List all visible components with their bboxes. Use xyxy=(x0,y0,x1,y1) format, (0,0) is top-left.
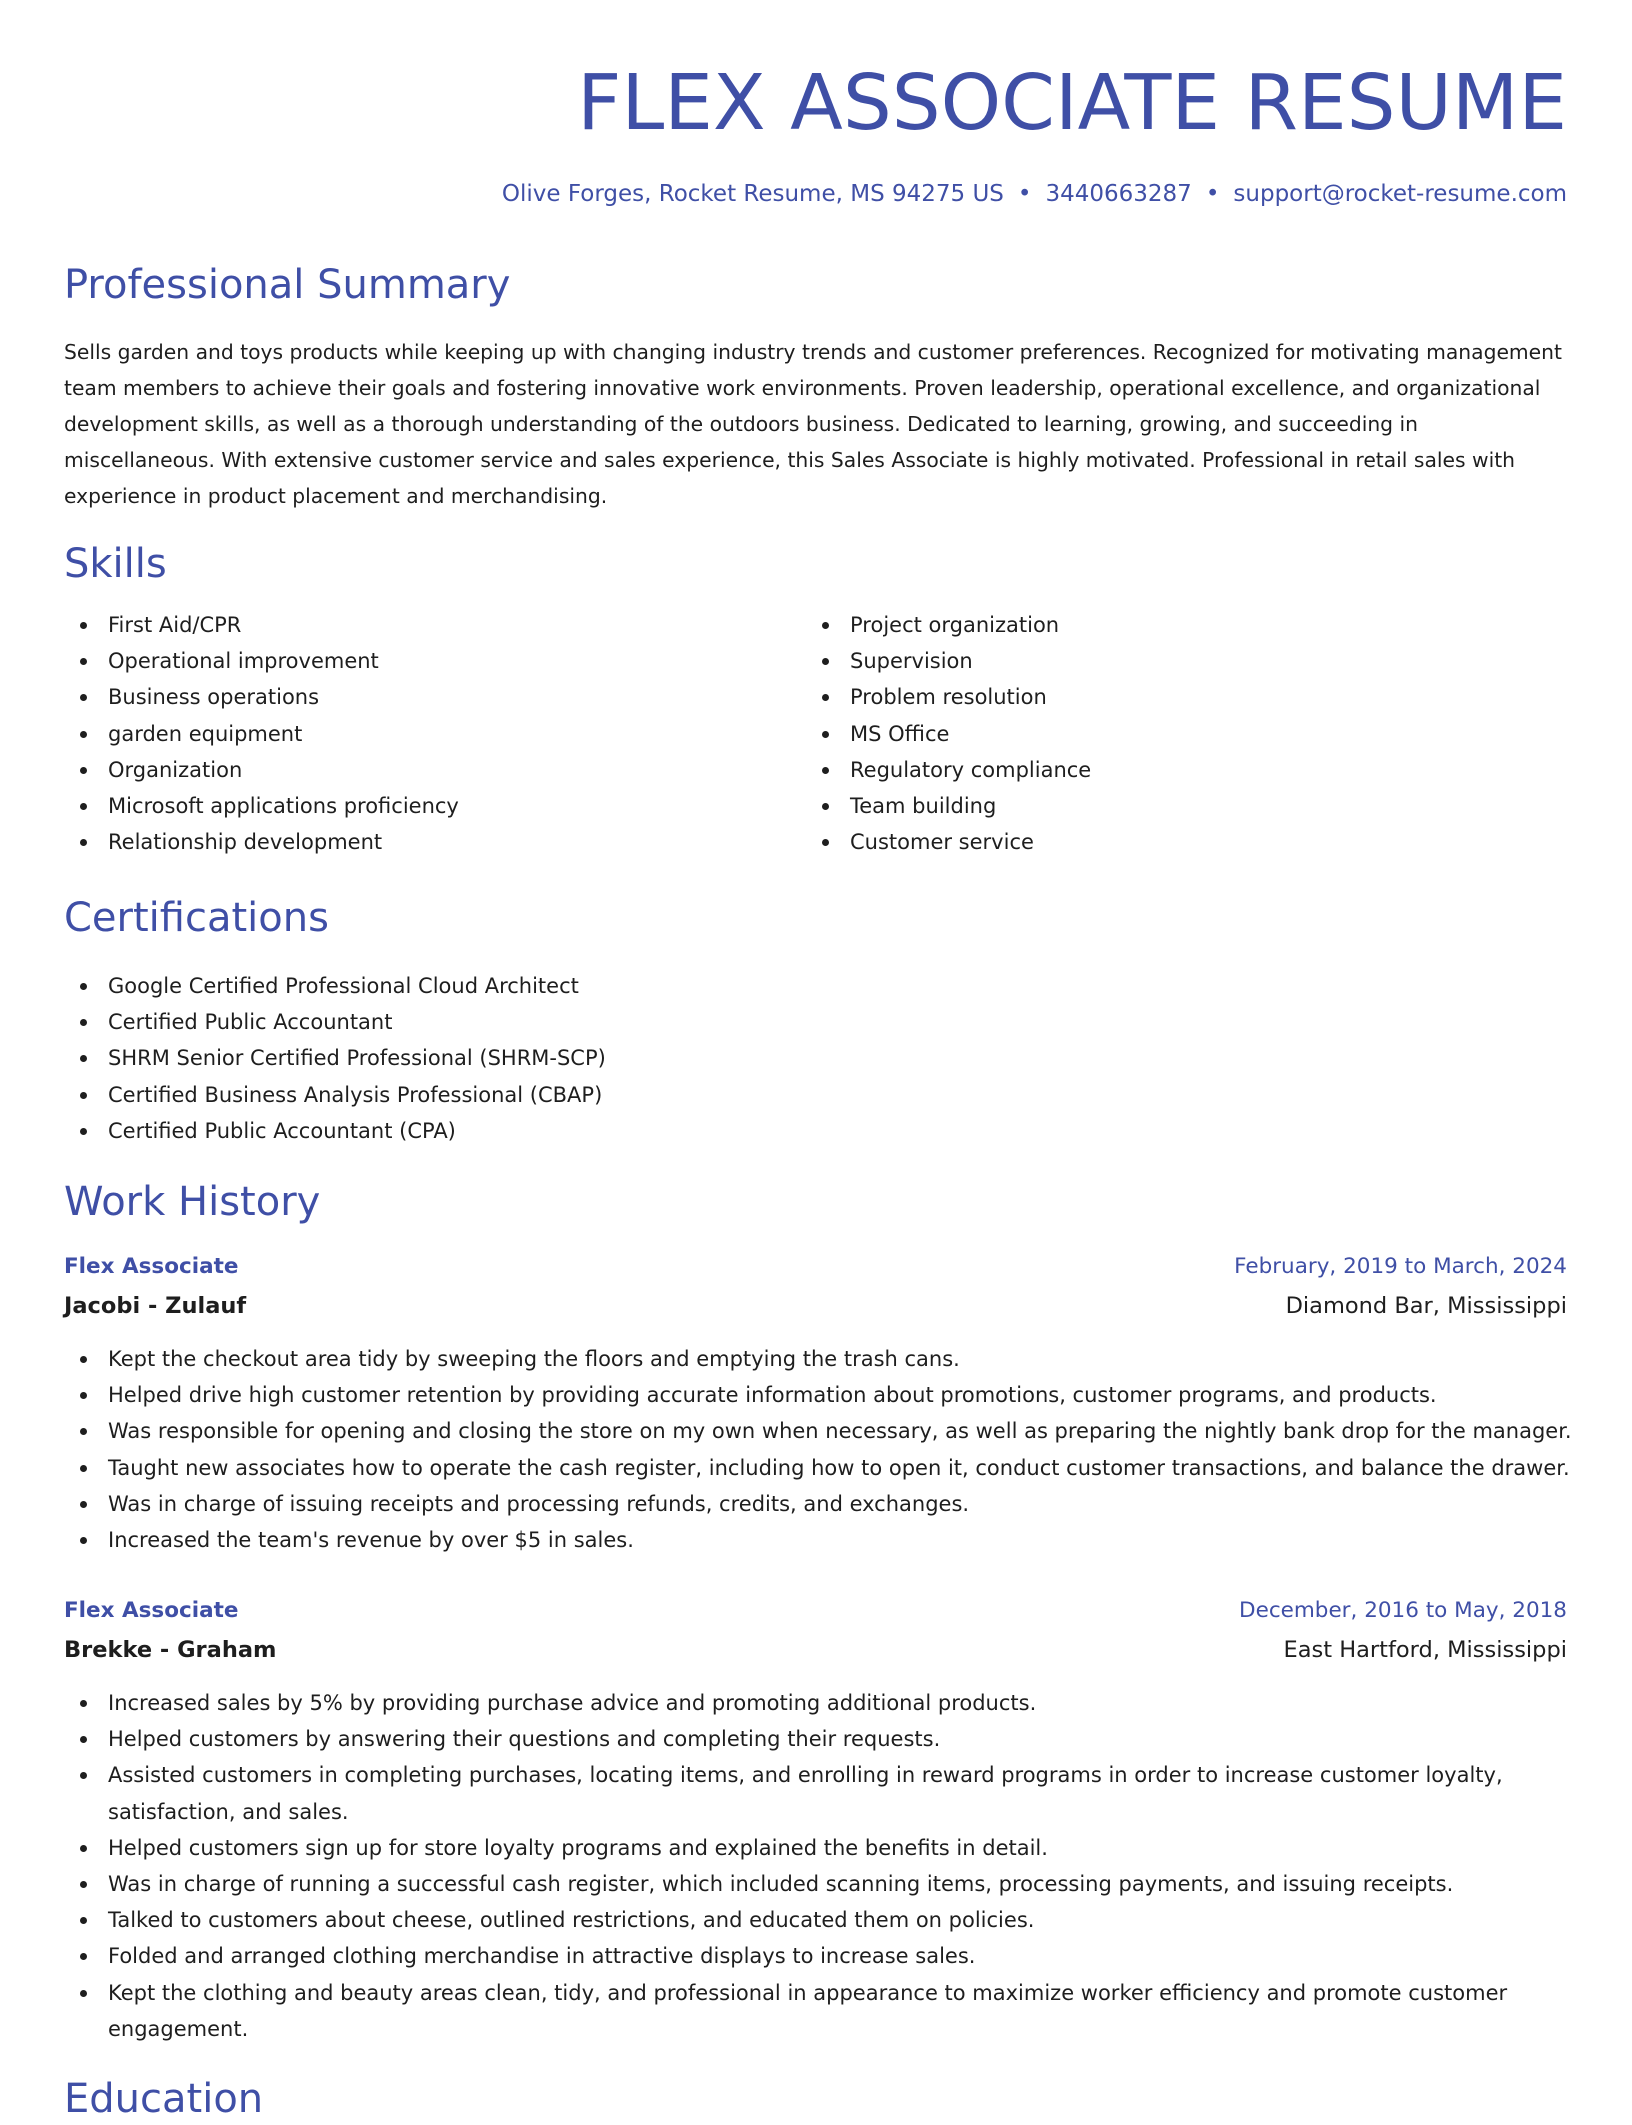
job-bullets xyxy=(64,1685,1567,2047)
job-location: East Hartford, Mississippi xyxy=(1283,1637,1567,1663)
job-bullets xyxy=(64,1341,1572,1558)
contact-address: Olive Forges, Rocket Resume, MS 94275 US xyxy=(501,181,1004,207)
contact-separator: • xyxy=(1205,181,1220,207)
certification-item: Certified Public Accountant xyxy=(64,1004,606,1040)
contact-separator: • xyxy=(1017,181,1032,207)
certification-item: Certified Business Analysis Professional (CBAP) xyxy=(64,1077,606,1113)
job-title: Flex Associate xyxy=(64,1598,239,1623)
work-history-heading: Work History xyxy=(64,1179,321,1225)
skill-item: First Aid/CPR xyxy=(64,607,459,643)
skill-item: MS Office xyxy=(806,716,1091,752)
job-header xyxy=(64,1249,1567,1285)
skills-heading: Skills xyxy=(64,541,167,587)
skill-item: Regulatory compliance xyxy=(806,752,1091,788)
skill-item: Customer service xyxy=(806,824,1091,860)
job-location: Diamond Bar, Mississippi xyxy=(1285,1293,1567,1319)
job-bullet: Assisted customers in completing purchases, locating items, and enrolling in reward programs in order to increase customer loyalty, satisfaction, and sales. xyxy=(64,1757,1528,1829)
skill-item: Microsoft applications proficiency xyxy=(64,788,459,824)
skill-item: Operational improvement xyxy=(64,643,459,679)
skill-item: Supervision xyxy=(806,643,1091,679)
contact-phone: 3440663287 xyxy=(1045,181,1192,207)
resume-title: FLEX ASSOCIATE RESUME xyxy=(577,59,1567,148)
skill-item: Organization xyxy=(64,752,459,788)
certification-item: Certified Public Accountant (CPA) xyxy=(64,1113,606,1149)
job-company: Brekke - Graham xyxy=(64,1637,277,1663)
skills-list-right xyxy=(806,607,1091,860)
job-bullet: Helped drive high customer retention by providing accurate information about promotions, customer programs, and products. xyxy=(64,1377,1567,1413)
summary-heading: Professional Summary xyxy=(64,262,511,308)
contact-line xyxy=(502,178,1567,210)
job-dates: February, 2019 to March, 2024 xyxy=(1234,1254,1567,1279)
job-bullet: Helped customers by answering their questions and completing their requests. xyxy=(64,1721,1567,1757)
job-company: Jacobi - Zulauf xyxy=(64,1293,247,1319)
job-bullet: Talked to customers about cheese, outlined restrictions, and educated them on policies. xyxy=(64,1902,1567,1938)
job-title: Flex Associate xyxy=(64,1254,239,1279)
skill-item: Project organization xyxy=(806,607,1091,643)
skill-item: Business operations xyxy=(64,679,459,715)
education-heading: Education xyxy=(64,2076,264,2122)
skill-item: Problem resolution xyxy=(806,679,1091,715)
certifications-list xyxy=(64,968,606,1149)
skills-list-left xyxy=(64,607,459,860)
job-bullet: Was in charge of issuing receipts and processing refunds, credits, and exchanges. xyxy=(64,1486,1567,1522)
job-bullet: Folded and arranged clothing merchandise in attractive displays to increase sales. xyxy=(64,1938,1567,1974)
job-subheader xyxy=(64,1288,1567,1324)
job-bullet: Helped customers sign up for store loyalty programs and explained the benefits in detail. xyxy=(64,1830,1567,1866)
job-subheader xyxy=(64,1632,1567,1668)
job-bullet: Kept the checkout area tidy by sweeping the floors and emptying the trash cans. xyxy=(64,1341,1567,1377)
job-bullet: Was in charge of running a successful cash register, which included scanning items, processing payments, and issuing receipts. xyxy=(64,1866,1567,1902)
job-bullet: Was responsible for opening and closing the store on my own when necessary, as well as preparing the nightly bank drop for the manager. xyxy=(64,1413,1567,1449)
certification-item: SHRM Senior Certified Professional (SHRM-SCP) xyxy=(64,1040,606,1076)
certifications-heading: Certifications xyxy=(64,895,329,941)
job-bullet: Increased sales by 5% by providing purchase advice and promoting additional products. xyxy=(64,1685,1567,1721)
job-bullet: Taught new associates how to operate the cash register, including how to open it, conduct customer transactions, and balance the drawer. xyxy=(64,1450,1567,1486)
job-bullet: Kept the clothing and beauty areas clean, tidy, and professional in appearance to maximize worker efficiency and promote customer engagement. xyxy=(64,1975,1528,2047)
job-header xyxy=(64,1593,1567,1629)
job-bullet: Increased the team's revenue by over $5 in sales. xyxy=(64,1522,1567,1558)
summary-text: Sells garden and toys products while keeping up with changing industry trends and customer preferences. Recognized for motivating management team members to achieve their goals and fostering innovative work environments. Proven leadership, operational excellence, and organizational development skills, as well as a thorough understanding of the outdoors business. Dedicated to learning, growing, and succeeding in miscellaneous. With extensive customer service and sales experience, this Sales Associate is highly motivated. Professional in retail sales with experience in product placement and merchandising. xyxy=(64,340,1562,508)
skill-item: Relationship development xyxy=(64,824,459,860)
contact-email[interactable]: support@rocket-resume.com xyxy=(1233,181,1567,207)
skill-item: garden equipment xyxy=(64,716,459,752)
certification-item: Google Certified Professional Cloud Architect xyxy=(64,968,606,1004)
skill-item: Team building xyxy=(806,788,1091,824)
job-dates: December, 2016 to May, 2018 xyxy=(1239,1598,1567,1623)
